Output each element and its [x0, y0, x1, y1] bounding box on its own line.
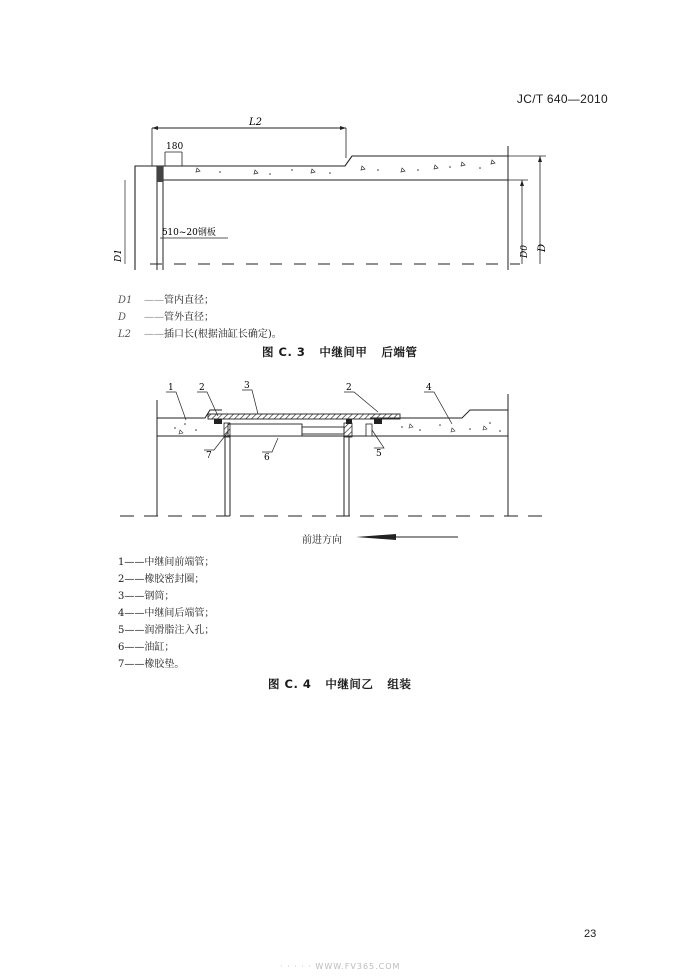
figure-c4-drawing — [0, 370, 680, 550]
callout-5: 5 — [376, 449, 382, 459]
legend-row: 1——中继间前端管； — [118, 557, 215, 568]
legend-text: 管外直径； — [164, 312, 214, 323]
direction-label: 前进方向 — [302, 535, 342, 546]
label-steel-plate: δ10~20钢板 — [162, 228, 216, 238]
legend-row: L2 ——插口长(根据油缸长确定)。 — [118, 326, 282, 343]
direction-arrow-icon — [352, 530, 462, 544]
callout-2-right: 2 — [346, 383, 352, 393]
legend-row: 7——橡胶垫。 — [118, 659, 185, 670]
page-number: 23 — [584, 928, 597, 940]
label-l2: L2 — [249, 117, 263, 128]
callout-4: 4 — [426, 383, 432, 393]
caption-sub: 后端管 — [381, 345, 418, 359]
figure-c4-legend — [118, 554, 214, 673]
caption-title: 中继间乙 — [325, 677, 374, 691]
legend-text: 插口长(根据油缸长确定)。 — [164, 329, 282, 340]
figure-c4-caption — [268, 676, 411, 692]
legend-symbol: L2 — [118, 329, 132, 340]
label-d0: D0 — [520, 245, 530, 258]
watermark: · · · · · WWW.FV365.COM — [280, 962, 401, 971]
legend-row: 4——中继间后端管； — [118, 608, 215, 619]
label-180: 180 — [166, 142, 184, 152]
callout-6: 6 — [264, 453, 270, 463]
standard-code: JC/T 640—2010 — [516, 92, 608, 106]
legend-row: D1 ——管内直径； — [118, 292, 282, 309]
legend-row: D ——管外直径； — [118, 309, 282, 326]
legend-row: 3——钢筒； — [118, 591, 175, 602]
caption-sub: 组装 — [387, 677, 412, 691]
legend-symbol: D1 — [118, 295, 133, 306]
figure-c3-legend — [118, 292, 282, 343]
label-d1: D1 — [114, 249, 124, 262]
legend-row: 6——油缸； — [118, 642, 175, 653]
callout-1: 1 — [168, 383, 174, 393]
legend-text: 管内直径； — [164, 295, 214, 306]
callout-3: 3 — [244, 381, 250, 391]
figure-c3-drawing — [0, 0, 680, 300]
legend-row: 5——润滑脂注入孔； — [118, 625, 215, 636]
callout-2-left: 2 — [199, 383, 205, 393]
legend-symbol: D — [118, 312, 127, 323]
label-d: D — [537, 243, 548, 252]
legend-row: 2——橡胶密封圈； — [118, 574, 205, 585]
figure-c3-caption — [262, 344, 417, 360]
caption-title: 中继间甲 — [319, 345, 368, 359]
caption-number: 图 C. 4 — [268, 677, 312, 691]
caption-number: 图 C. 3 — [262, 345, 306, 359]
callout-7: 7 — [206, 451, 212, 461]
